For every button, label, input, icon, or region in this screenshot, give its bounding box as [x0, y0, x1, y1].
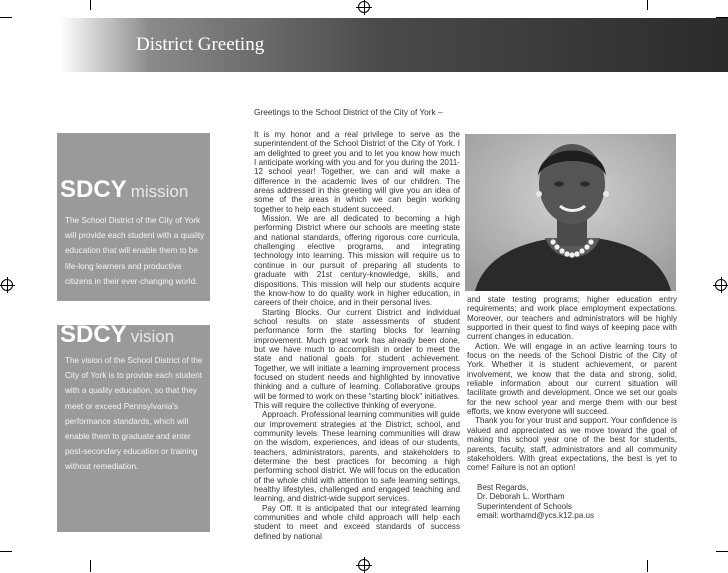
crop-mark: [90, 0, 91, 10]
header-banner: [0, 18, 728, 72]
letter-paragraph: Thank you for your trust and support. Your confidence is valued and appreciated as we move toward the goal of making this school year one of the best for students, parents, faculty, staff, administrators and all community stakeholders. With great expectations, the best is yet to come! Failure is not an option!: [467, 416, 677, 473]
greeting-line: Greetings to the School District of the City of York –: [254, 107, 443, 117]
letter-paragraph: and state testing programs; higher education entry requirements; and work place employment expectations. Moreover, our teachers and administrators will be highly supported in their quest to find ways of keeping pace with current changes in education.: [467, 295, 677, 342]
letter-paragraph: Mission. We are all dedicated to becoming a high performing District where our schools are meeting state and national standards, offering rigorous core curricula, challenging elective programs, and integrating technology into learning. This mission will require us to continue in our pursuit of preparing all students to graduate with 21st century-knowledge, skills, and dispositions. This mission will help our students acquire the know-how to do quality work in higher education, in careers of their choice, and in their personal lives.: [254, 214, 460, 308]
registration-mark-icon: [715, 279, 727, 291]
signature-closing: Best Regards,: [477, 482, 529, 492]
registration-mark-icon: [358, 1, 370, 13]
crop-mark: [90, 560, 91, 572]
letter-right-column: [467, 295, 677, 521]
portrait-photo: [465, 134, 676, 291]
vision-word: vision: [130, 327, 175, 346]
page-title: District Greeting: [136, 34, 265, 55]
mission-heading: [60, 176, 188, 204]
crop-mark: [716, 551, 728, 552]
crop-mark: [0, 551, 12, 552]
signature-name: Dr. Deborah L. Wortham: [477, 492, 565, 502]
registration-mark-icon: [1, 279, 13, 291]
vision-heading: [60, 321, 174, 349]
vision-text: The vision of the School District of the City of York is to provide each student with a quality education, so that they meet or exceed Pennsylvania's performance standards, which will enable them to graduate and enter post-secondary education or training without remediation.: [65, 356, 203, 472]
signature-title: Superintendent of Schools: [477, 501, 572, 511]
signature-email: email: worthamd@ycs.k12.pa.us: [477, 511, 595, 521]
letter-left-column: [254, 130, 460, 541]
vision-abbr: SDCY: [60, 321, 127, 348]
portrait-photo-icon: [465, 134, 676, 291]
letter-paragraph: Approach. Professional learning communities will guide our improvement strategies at the District, school, and community levels. These learning communities will draw on the wisdom, experiences, and ideas of our students, teachers, administrators, parents, and stakeholders to determine the best practices for becoming a high performing school district. We will focus on the education of the whole child with attention to safe learning settings, healthy lifestyles, challenged and engaged teaching and learning, and district-wide support services.: [254, 410, 460, 504]
vision-box: [57, 321, 210, 532]
mission-word: mission: [130, 182, 189, 201]
mission-text: The School District of the City of York will provide each student with a quality education that will enable them to be life-long learners and productive citizens in their ever-changing world.: [65, 216, 205, 286]
mission-box: [57, 133, 210, 301]
letter-paragraph: Pay Off. It is anticipated that our integrated learning communities and whole child approach will help each student to meet and exceed standards of success defined by national: [254, 503, 460, 541]
letter-paragraph: It is my honor and a real privilege to serve as the superintendent of the School District of the City of York. I am delighted to greet you and to let you know how much I anticipate working with you and for you during the 2011-12 school year! Together, we can and will make a difference in the academic lives of our children. The areas addressed in this greeting will give you an idea of some of the areas in which we can begin working together to help each student succeed.: [254, 130, 460, 214]
crop-mark: [647, 0, 648, 10]
signature-block: [467, 483, 677, 521]
crop-mark: [647, 560, 648, 572]
letter-paragraph: Starting Blocks. Our current District and individual school results on state assessments of student performance form the starting blocks for learning improvement. Much great work has already been done, but we have much to accomplish in order to meet the state and national goals for student achievement. Together, we will initiate a learning improvement process focused on student needs and highlighted by innovative thinking and a culture of learning. Collaborative groups will be formed to work on these “starting block” initiatives. This will require the collective thinking of everyone.: [254, 307, 460, 410]
letter-paragraph: Action. We will engage in an active learning tours to focus on the needs of the School Distric of the City of York. Whether it is student achievement, or parent involvement, we know that the data and strong, solid, reliable information about our current situation will facilitate growth and development. Once we set our goals for the new school year and merge them with our best efforts, we know everyone will succeed.: [467, 341, 677, 417]
mission-abbr: SDCY: [60, 176, 127, 203]
registration-mark-icon: [358, 559, 370, 571]
